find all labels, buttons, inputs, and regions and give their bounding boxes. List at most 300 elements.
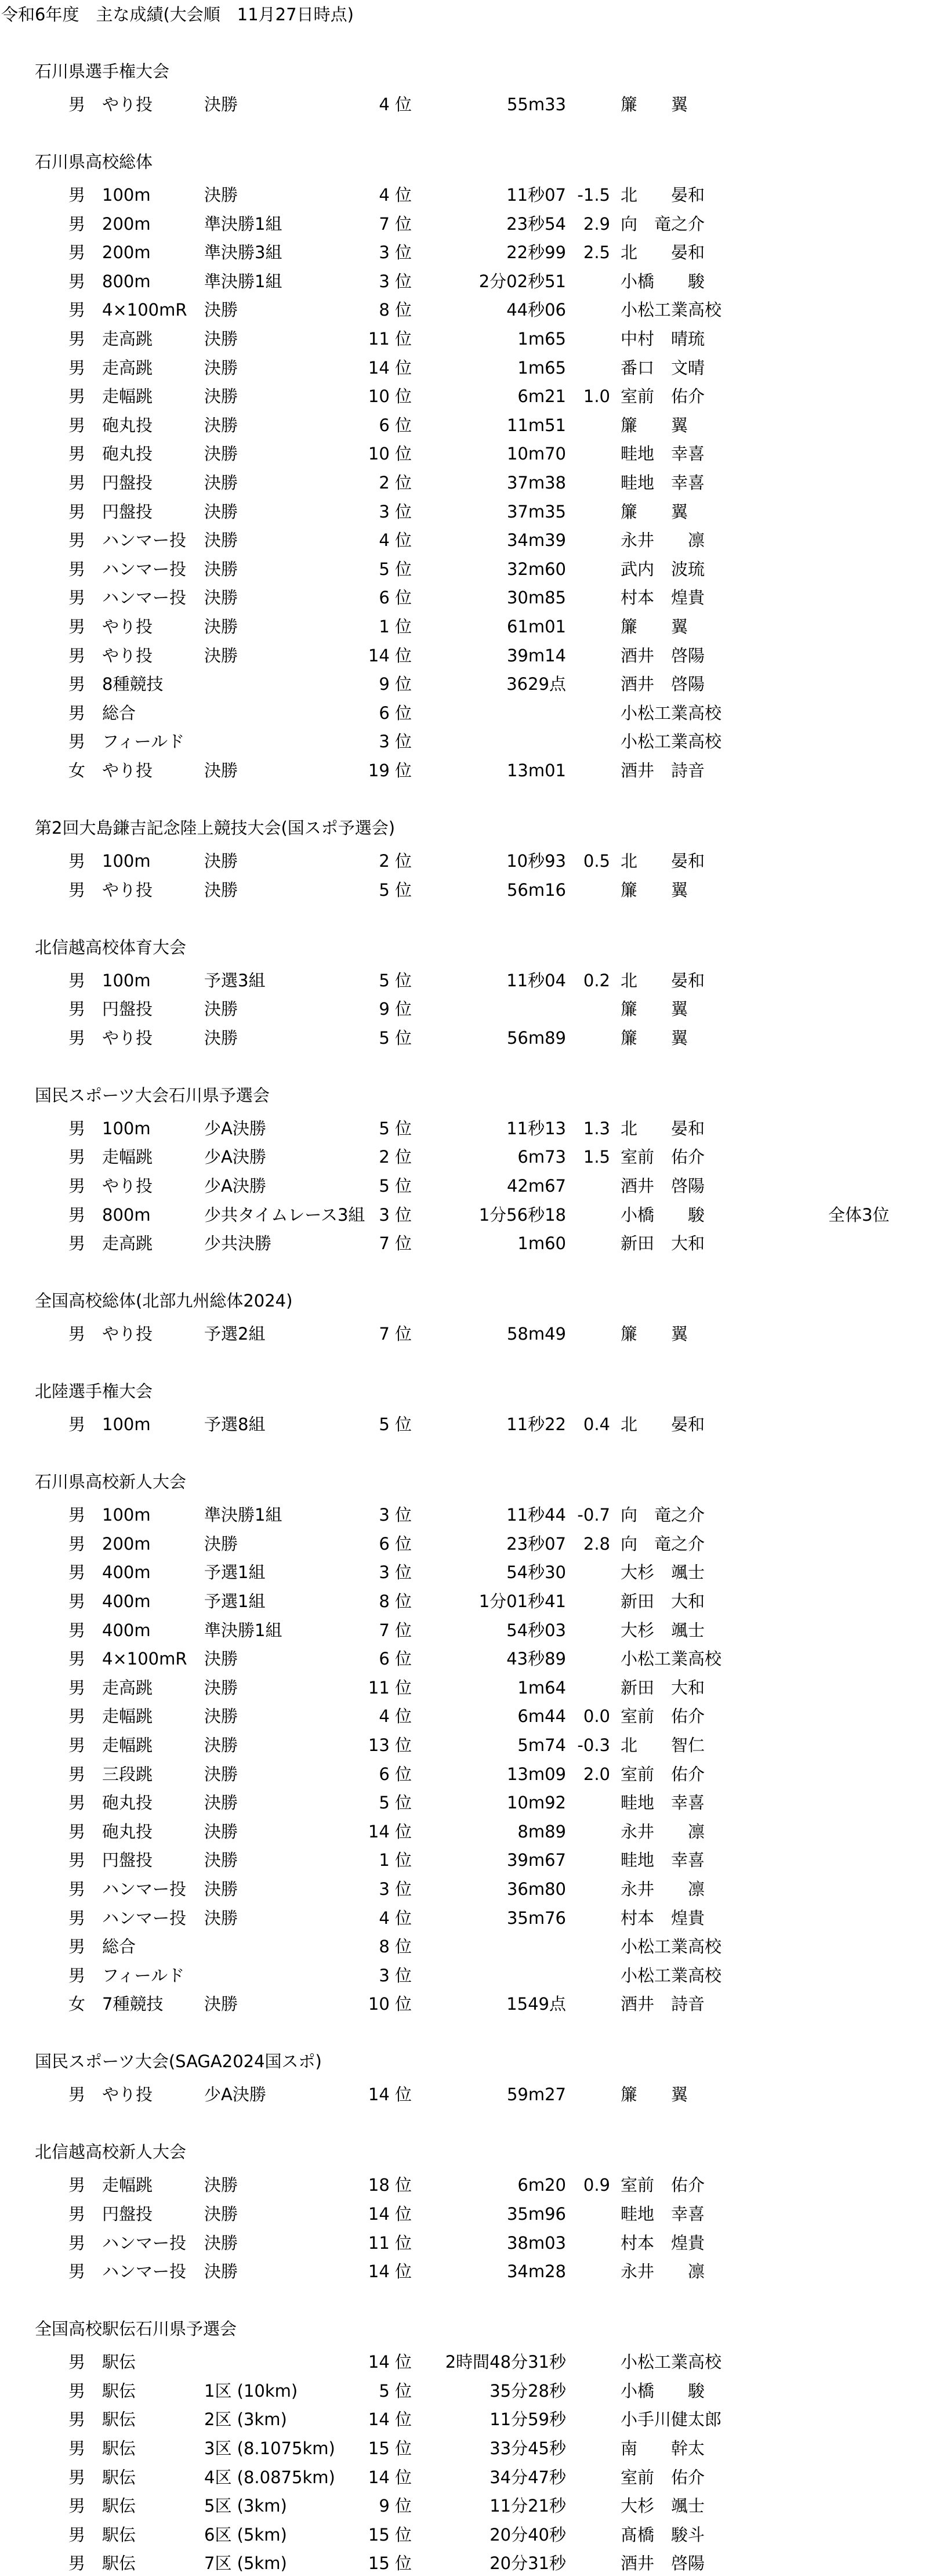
- result-name: 小松工業高校: [621, 703, 722, 723]
- result-wind: 1.3: [583, 1119, 610, 1138]
- result-event: やり投: [102, 95, 153, 114]
- result-name: 永井 凛: [621, 2262, 705, 2281]
- result-row: [0, 383, 950, 409]
- result-mark: 1m60: [517, 1233, 566, 1253]
- result-name: 室前 佑介: [621, 2175, 705, 2195]
- result-row: [0, 2349, 950, 2375]
- result-rank: 9 位: [379, 2496, 412, 2516]
- result-event: 4×100mR: [102, 1649, 187, 1669]
- result-row: [0, 877, 950, 903]
- meet-title: 石川県高校新人大会: [35, 1472, 187, 1492]
- result-row: [0, 297, 950, 323]
- result-rank: 6 位: [379, 415, 412, 435]
- result-sex: 男: [68, 851, 86, 871]
- result-rank: 3 位: [379, 243, 412, 262]
- result-sex: 男: [68, 473, 86, 493]
- result-rank: 6 位: [379, 1649, 412, 1669]
- result-mark: 1分01秒41: [478, 1591, 566, 1611]
- result-rank: 13 位: [368, 1735, 412, 1755]
- result-mark: 54秒03: [506, 1620, 566, 1640]
- result-row: [0, 1144, 950, 1170]
- result-round: 少共決勝: [204, 1233, 272, 1253]
- result-round: 準決勝1組: [204, 272, 282, 291]
- result-mark: 1分56秒18: [478, 1205, 566, 1225]
- result-row: [0, 2407, 950, 2432]
- result-event: 8種競技: [102, 674, 164, 694]
- result-sex: 男: [68, 2352, 86, 2372]
- meet-title: 北信越高校新人大会: [35, 2142, 187, 2162]
- result-sex: 男: [68, 300, 86, 320]
- result-event: 走幅跳: [102, 1735, 153, 1755]
- result-name: 酒井 詩音: [621, 761, 705, 780]
- result-round: 3区 (8.1075km): [204, 2438, 335, 2458]
- result-rank: 6 位: [379, 1534, 412, 1554]
- result-sex: 男: [68, 971, 86, 990]
- result-rank: 3 位: [379, 1562, 412, 1582]
- result-sex: 男: [68, 1764, 86, 1784]
- result-mark: 30m85: [506, 588, 566, 607]
- result-mark: 55m33: [506, 95, 566, 114]
- result-round: 予選3組: [204, 971, 266, 990]
- result-wind: -0.3: [577, 1735, 610, 1755]
- result-sex: 男: [68, 1414, 86, 1434]
- result-round: 決勝: [204, 646, 238, 665]
- result-event: 駅伝: [102, 2438, 136, 2458]
- result-mark: 56m89: [506, 1028, 566, 1048]
- result-row: [0, 1231, 950, 1256]
- result-note: 全体3位: [828, 1205, 890, 1225]
- result-row: [0, 2436, 950, 2461]
- result-rank: 3 位: [379, 272, 412, 291]
- result-name: 永井 凛: [621, 1879, 705, 1899]
- result-event: 円盤投: [102, 2204, 153, 2224]
- result-name: 簾 翼: [621, 617, 688, 636]
- result-sex: 男: [68, 415, 86, 435]
- result-event: 7種競技: [102, 1994, 164, 2014]
- result-event: 駅伝: [102, 2352, 136, 2372]
- result-name: 番口 文晴: [621, 358, 705, 378]
- result-name: 簾 翼: [621, 1028, 688, 1048]
- result-name: 北 晏和: [621, 851, 705, 871]
- result-row: [0, 614, 950, 639]
- result-rank: 10 位: [368, 444, 412, 464]
- meet-title: 全国高校総体(北部九州総体2024): [35, 1291, 293, 1311]
- result-sex: 男: [68, 2468, 86, 2487]
- result-event: ハンマー投: [102, 1879, 187, 1899]
- result-row: [0, 326, 950, 352]
- result-rank: 5 位: [379, 971, 412, 990]
- result-mark: 23秒54: [506, 214, 566, 234]
- result-rank: 8 位: [379, 1591, 412, 1611]
- result-sex: 男: [68, 1591, 86, 1611]
- result-rank: 9 位: [379, 674, 412, 694]
- result-sex: 男: [68, 559, 86, 579]
- result-rank: 3 位: [379, 1505, 412, 1525]
- result-round: 決勝: [204, 1706, 238, 1726]
- result-mark: 11秒22: [506, 1414, 566, 1434]
- result-name: 村本 煌貴: [621, 588, 705, 607]
- result-sex: 女: [68, 761, 86, 780]
- result-round: 決勝: [204, 444, 238, 464]
- result-event: 100m: [102, 851, 151, 871]
- result-row: [0, 92, 950, 117]
- result-round: 2区 (3km): [204, 2409, 287, 2429]
- result-sex: 男: [68, 1850, 86, 1870]
- page-title: 令和6年度 主な成績(大会順 11月27日時点): [1, 5, 354, 24]
- result-mark: 6m73: [517, 1147, 566, 1167]
- result-mark: 10m70: [506, 444, 566, 464]
- result-mark: 39m67: [506, 1850, 566, 1870]
- result-mark: 42m67: [506, 1176, 566, 1196]
- meet-title: 第2回大島鎌吉記念陸上競技大会(国スポ予選会): [35, 818, 396, 838]
- result-mark: 22秒99: [506, 243, 566, 262]
- result-event: 円盤投: [102, 1850, 153, 1870]
- result-rank: 15 位: [368, 2553, 412, 2573]
- result-mark: 37m38: [506, 473, 566, 493]
- result-row: [0, 1905, 950, 1931]
- result-round: 決勝: [204, 386, 238, 406]
- result-mark: 33分45秒: [489, 2438, 566, 2458]
- result-row: [0, 2378, 950, 2404]
- result-event: やり投: [102, 880, 153, 900]
- result-sex: 男: [68, 1233, 86, 1253]
- result-row: [0, 2493, 950, 2519]
- result-row: [0, 848, 950, 874]
- result-row: [0, 269, 950, 294]
- meet-title: 国民スポーツ大会(SAGA2024国スポ): [35, 2052, 322, 2072]
- result-row: [0, 355, 950, 381]
- result-mark: 20分31秒: [489, 2553, 566, 2573]
- result-round: 決勝: [204, 559, 238, 579]
- result-round: 準決勝3組: [204, 243, 282, 262]
- result-rank: 5 位: [379, 559, 412, 579]
- result-sex: 男: [68, 358, 86, 378]
- meet-title: 石川県高校総体: [35, 152, 153, 172]
- result-sex: 男: [68, 502, 86, 522]
- result-sex: 男: [68, 732, 86, 751]
- result-mark: 61m01: [506, 617, 566, 636]
- result-round: 決勝: [204, 761, 238, 780]
- result-row: [0, 729, 950, 754]
- result-round: 決勝: [204, 999, 238, 1019]
- result-name: 小橋 駿: [621, 272, 705, 291]
- result-name: 北 智仁: [621, 1735, 705, 1755]
- result-name: 畦地 幸喜: [621, 473, 705, 493]
- result-wind: 0.2: [583, 971, 610, 990]
- result-event: フィールド: [102, 732, 185, 751]
- result-mark: 1549点: [506, 1994, 566, 2014]
- result-row: [0, 1025, 950, 1051]
- result-rank: 5 位: [379, 1028, 412, 1048]
- result-rank: 19 位: [368, 761, 412, 780]
- result-event: 100m: [102, 971, 151, 990]
- result-round: 5区 (3km): [204, 2496, 287, 2516]
- result-mark: 58m49: [506, 1324, 566, 1344]
- result-rank: 14 位: [368, 1822, 412, 1841]
- result-mark: 34m39: [506, 530, 566, 550]
- result-mark: 8m89: [517, 1822, 566, 1841]
- result-mark: 6m44: [517, 1706, 566, 1726]
- result-sex: 男: [68, 1879, 86, 1899]
- result-row: [0, 1589, 950, 1614]
- result-sex: 男: [68, 243, 86, 262]
- result-sex: 男: [68, 1324, 86, 1344]
- result-sex: 男: [68, 2553, 86, 2573]
- result-round: 決勝: [204, 473, 238, 493]
- result-sex: 男: [68, 1176, 86, 1196]
- result-rank: 2 位: [379, 1147, 412, 1167]
- result-row: [0, 1963, 950, 1988]
- result-event: 砲丸投: [102, 1793, 153, 1812]
- result-mark: 54秒30: [506, 1562, 566, 1582]
- result-name: 北 晏和: [621, 971, 705, 990]
- result-round: 決勝: [204, 329, 238, 349]
- result-round: 決勝: [204, 851, 238, 871]
- result-round: 決勝: [204, 1735, 238, 1755]
- result-sex: 男: [68, 386, 86, 406]
- result-sex: 男: [68, 1735, 86, 1755]
- result-rank: 10 位: [368, 1994, 412, 2014]
- result-name: 室前 佑介: [621, 1706, 705, 1726]
- result-event: 駅伝: [102, 2553, 136, 2573]
- result-sex: 男: [68, 2262, 86, 2281]
- result-name: 小松工業高校: [621, 1966, 722, 1985]
- result-sex: 男: [68, 588, 86, 607]
- result-round: 少A決勝: [204, 1119, 266, 1138]
- result-round: 7区 (5km): [204, 2553, 287, 2573]
- result-sex: 男: [68, 1937, 86, 1956]
- result-rank: 18 位: [368, 2175, 412, 2195]
- result-mark: 35分28秒: [489, 2381, 566, 2401]
- result-rank: 8 位: [379, 1937, 412, 1956]
- result-rank: 4 位: [379, 95, 412, 114]
- result-row: [0, 1202, 950, 1228]
- result-rank: 14 位: [368, 646, 412, 665]
- result-mark: 11秒07: [506, 185, 566, 205]
- result-event: 砲丸投: [102, 415, 153, 435]
- result-round: 決勝: [204, 1908, 238, 1928]
- result-sex: 男: [68, 2381, 86, 2401]
- result-mark: 39m14: [506, 646, 566, 665]
- result-mark: 34分47秒: [489, 2468, 566, 2487]
- result-event: ハンマー投: [102, 559, 187, 579]
- result-event: 100m: [102, 1119, 151, 1138]
- result-wind: 2.9: [583, 214, 610, 234]
- result-row: [0, 211, 950, 237]
- result-row: [0, 968, 950, 993]
- result-row: [0, 1934, 950, 1959]
- result-round: 決勝: [204, 1649, 238, 1669]
- result-sex: 男: [68, 2175, 86, 2195]
- result-sex: 男: [68, 185, 86, 205]
- result-event: やり投: [102, 761, 153, 780]
- result-row: [0, 2201, 950, 2227]
- result-round: 決勝: [204, 588, 238, 607]
- result-round: 決勝: [204, 300, 238, 320]
- result-event: 800m: [102, 272, 151, 291]
- result-wind: 2.8: [583, 1534, 610, 1554]
- result-wind: 0.4: [583, 1414, 610, 1434]
- result-name: 酒井 啓陽: [621, 2553, 705, 2573]
- result-rank: 15 位: [368, 2438, 412, 2458]
- result-mark: 35m76: [506, 1908, 566, 1928]
- result-name: 簾 翼: [621, 415, 688, 435]
- result-rank: 14 位: [368, 2409, 412, 2429]
- result-wind: 1.5: [583, 1147, 610, 1167]
- result-sex: 男: [68, 1147, 86, 1167]
- result-row: [0, 499, 950, 524]
- result-event: 走幅跳: [102, 1706, 153, 1726]
- result-row: [0, 1876, 950, 1902]
- result-event: 総合: [102, 1937, 136, 1956]
- result-sex: 男: [68, 1706, 86, 1726]
- result-rank: 5 位: [379, 1793, 412, 1812]
- result-row: [0, 441, 950, 466]
- result-rank: 2 位: [379, 851, 412, 871]
- result-event: 走高跳: [102, 358, 153, 378]
- meet-title: 北陸選手権大会: [35, 1381, 153, 1402]
- result-sex: 男: [68, 1793, 86, 1812]
- result-event: 走幅跳: [102, 1147, 153, 1167]
- result-event: やり投: [102, 1176, 153, 1196]
- result-name: 向 竜之介: [621, 1534, 705, 1554]
- result-round: 決勝: [204, 617, 238, 636]
- result-rank: 6 位: [379, 588, 412, 607]
- result-sex: 男: [68, 1028, 86, 1048]
- result-name: 酒井 啓陽: [621, 646, 705, 665]
- result-wind: 0.0: [583, 1706, 610, 1726]
- result-wind: 2.5: [583, 243, 610, 262]
- result-row: [0, 1618, 950, 1643]
- result-round: 決勝: [204, 530, 238, 550]
- result-wind: 0.5: [583, 851, 610, 871]
- result-sex: 男: [68, 880, 86, 900]
- result-mark: 13m09: [506, 1764, 566, 1784]
- result-row: [0, 2230, 950, 2256]
- result-event: 総合: [102, 703, 136, 723]
- result-row: [0, 585, 950, 610]
- result-round: 決勝: [204, 1534, 238, 1554]
- result-sex: 男: [68, 1822, 86, 1841]
- result-row: [0, 700, 950, 726]
- result-mark: 10m92: [506, 1793, 566, 1812]
- result-sex: 男: [68, 2085, 86, 2104]
- result-name: 南 幹太: [621, 2438, 705, 2458]
- result-event: 駅伝: [102, 2496, 136, 2516]
- result-row: [0, 1761, 950, 1787]
- result-event: 400m: [102, 1591, 151, 1611]
- result-round: 準決勝1組: [204, 1620, 282, 1640]
- result-row: [0, 1703, 950, 1729]
- result-sex: 男: [68, 2438, 86, 2458]
- result-rank: 7 位: [379, 214, 412, 234]
- result-name: 畦地 幸喜: [621, 1850, 705, 1870]
- result-name: 酒井 啓陽: [621, 674, 705, 694]
- result-name: 畦地 幸喜: [621, 1793, 705, 1812]
- result-row: [0, 1732, 950, 1758]
- result-sex: 男: [68, 530, 86, 550]
- result-name: 簾 翼: [621, 999, 688, 1019]
- result-round: 決勝: [204, 415, 238, 435]
- result-name: 簾 翼: [621, 1324, 688, 1344]
- result-name: 北 晏和: [621, 185, 705, 205]
- result-name: 畦地 幸喜: [621, 2204, 705, 2224]
- result-mark: 11m51: [506, 415, 566, 435]
- result-sex: 男: [68, 2233, 86, 2253]
- result-name: 向 竜之介: [621, 214, 705, 234]
- result-mark: 13m01: [506, 761, 566, 780]
- result-name: 室前 佑介: [621, 1147, 705, 1167]
- result-row: [0, 758, 950, 783]
- result-sex: 男: [68, 1908, 86, 1928]
- result-sex: 男: [68, 1562, 86, 1582]
- result-rank: 11 位: [368, 329, 412, 349]
- meet-title: 全国高校駅伝石川県予選会: [35, 2319, 237, 2339]
- result-name: 畦地 幸喜: [621, 444, 705, 464]
- result-event: ハンマー投: [102, 588, 187, 607]
- result-mark: 11分59秒: [489, 2409, 566, 2429]
- result-round: 予選1組: [204, 1591, 266, 1611]
- result-name: 新田 大和: [621, 1678, 705, 1698]
- result-row: [0, 470, 950, 495]
- result-mark: 1m65: [517, 358, 566, 378]
- result-event: 800m: [102, 1205, 151, 1225]
- result-name: 簾 翼: [621, 502, 688, 522]
- result-row: [0, 1173, 950, 1199]
- result-event: ハンマー投: [102, 2233, 187, 2253]
- result-name: 小松工業高校: [621, 732, 722, 751]
- result-name: 酒井 啓陽: [621, 1176, 705, 1196]
- result-row: [0, 2522, 950, 2548]
- result-name: 髙橋 駿斗: [621, 2525, 705, 2545]
- result-name: 小橋 駿: [621, 1205, 705, 1225]
- result-mark: 11秒44: [506, 1505, 566, 1525]
- result-row: [0, 2465, 950, 2490]
- result-event: 走幅跳: [102, 386, 153, 406]
- result-rank: 6 位: [379, 1764, 412, 1784]
- result-mark: 2時間48分31秒: [445, 2352, 566, 2372]
- result-rank: 5 位: [379, 1176, 412, 1196]
- result-sex: 男: [68, 95, 86, 114]
- result-sex: 男: [68, 2496, 86, 2516]
- result-mark: 56m16: [506, 880, 566, 900]
- result-name: 小松工業高校: [621, 1649, 722, 1669]
- result-rank: 14 位: [368, 2085, 412, 2104]
- result-event: やり投: [102, 1028, 153, 1048]
- result-row: [0, 2259, 950, 2284]
- result-mark: 36m80: [506, 1879, 566, 1899]
- result-row: [0, 1847, 950, 1873]
- result-sex: 男: [68, 329, 86, 349]
- result-sex: 男: [68, 1966, 86, 1985]
- result-mark: 11秒13: [506, 1119, 566, 1138]
- result-round: 予選1組: [204, 1562, 266, 1582]
- result-event: 砲丸投: [102, 1822, 153, 1841]
- result-rank: 5 位: [379, 2381, 412, 2401]
- result-row: [0, 2082, 950, 2107]
- result-mark: 6m20: [517, 2175, 566, 2195]
- result-event: 100m: [102, 1505, 151, 1525]
- result-rank: 4 位: [379, 185, 412, 205]
- result-round: 決勝: [204, 1764, 238, 1784]
- result-round: 決勝: [204, 1793, 238, 1812]
- result-sex: 男: [68, 2525, 86, 2545]
- result-sex: 男: [68, 617, 86, 636]
- result-mark: 59m27: [506, 2085, 566, 2104]
- result-rank: 14 位: [368, 2468, 412, 2487]
- result-round: 決勝: [204, 185, 238, 205]
- result-event: やり投: [102, 1324, 153, 1344]
